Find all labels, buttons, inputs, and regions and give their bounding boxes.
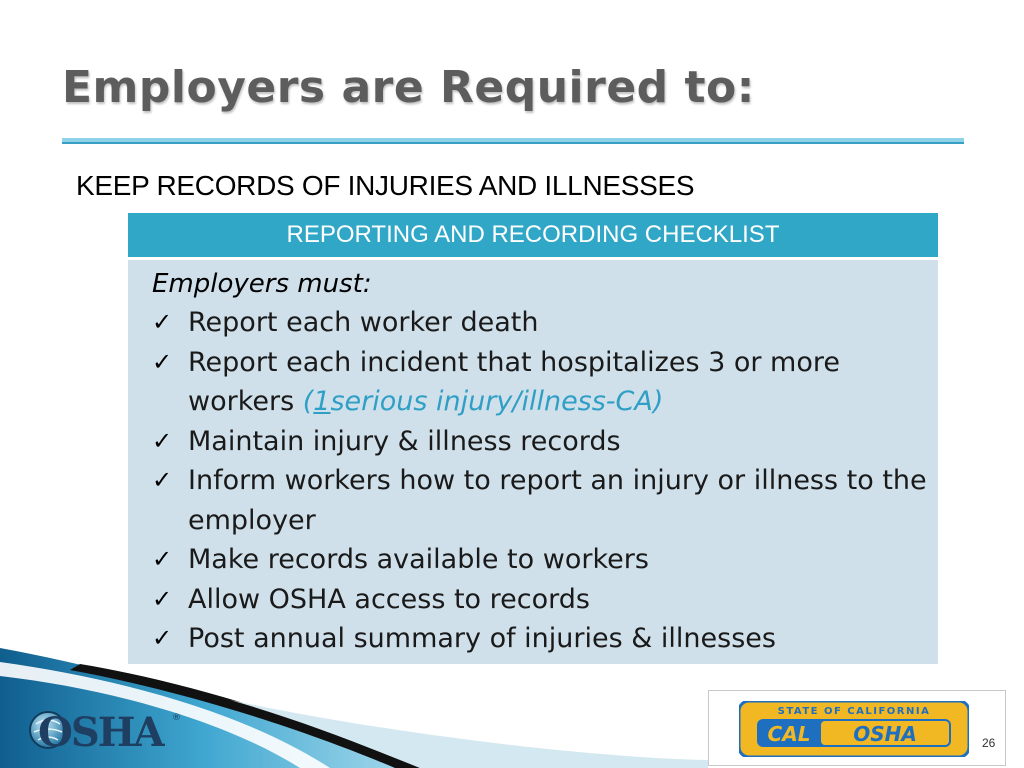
- ca-note: (1serious injury/illness-CA): [302, 386, 664, 417]
- checkmark-icon: ✓: [152, 347, 173, 376]
- svg-text:OSHA: OSHA: [853, 722, 917, 746]
- checklist-item-report-death: [150, 303, 938, 343]
- svg-text:®: ®: [172, 713, 181, 723]
- checklist-item-osha-access: [150, 580, 938, 620]
- slide-title: Employers are Required to:: [62, 62, 755, 113]
- checkmark-icon: ✓: [152, 624, 173, 652]
- calosha-logo: [739, 701, 969, 757]
- checklist-items: [150, 303, 938, 659]
- title-divider: [62, 138, 964, 144]
- checklist-item-text: Make records available to workers: [188, 544, 649, 575]
- calosha-logo-box: [708, 690, 1006, 766]
- section-subtitle: KEEP RECORDS OF INJURIES AND ILLNESSES: [76, 170, 695, 201]
- checkmark-icon: ✓: [152, 466, 173, 494]
- checkmark-icon: ✓: [152, 545, 173, 573]
- svg-text:STATE OF CALIFORNIA: STATE OF CALIFORNIA: [777, 706, 931, 717]
- checklist-item-records-available: [150, 540, 938, 580]
- checklist-body: [128, 260, 938, 659]
- osha-logo: [24, 702, 184, 758]
- checklist-item-text: Report each incident that hospitalizes 3 or more workers: [188, 346, 840, 417]
- checkmark-icon: ✓: [152, 308, 173, 336]
- checklist-item-text: Post annual summary of injuries & illnesses: [188, 623, 776, 654]
- osha-logo-text: OSHA: [38, 709, 163, 756]
- checklist-item-inform-workers: [150, 461, 938, 540]
- checklist-item-text: Report each worker death: [188, 307, 539, 338]
- page-number: 26: [982, 736, 996, 750]
- checklist-item-text: Maintain injury & illness records: [188, 425, 621, 457]
- checklist-header: REPORTING AND RECORDING CHECKLIST: [128, 213, 938, 260]
- checklist-item-text: Allow OSHA access to records: [188, 583, 590, 615]
- checkmark-icon: ✓: [152, 584, 173, 613]
- checklist-item-report-hospitalization: [150, 343, 938, 422]
- svg-text:CAL: CAL: [767, 722, 811, 746]
- checklist-lead: Employers must:: [152, 269, 372, 299]
- checklist-item-text: Inform workers how to report an injury or illness to the employer: [188, 465, 927, 536]
- checkmark-icon: ✓: [152, 426, 173, 455]
- checklist-item-maintain-records: [150, 422, 938, 462]
- checklist-panel: [128, 213, 938, 664]
